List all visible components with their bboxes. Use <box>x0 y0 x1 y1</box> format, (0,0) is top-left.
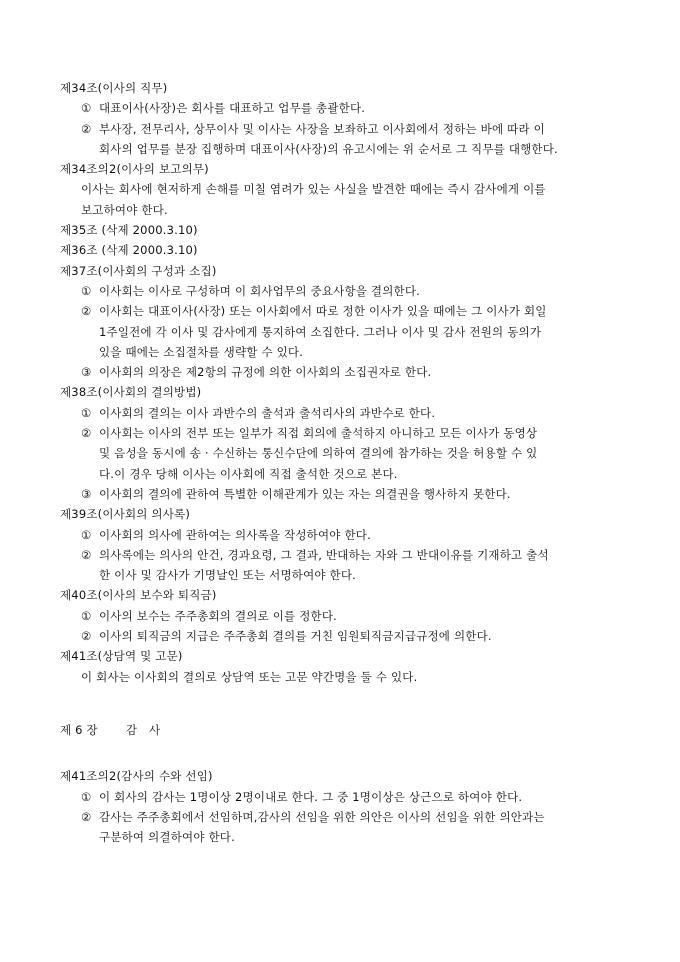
chapter-5-section <box>60 78 625 687</box>
line-text: 이사회는 이사로 구성하며 이 회사업무의 중요사항을 결의한다. <box>99 283 421 298</box>
clause-item <box>60 787 625 807</box>
line-text: 제39조(이사회의 의사록) <box>60 507 191 522</box>
clause-number: ① <box>81 405 92 420</box>
clause-number: ① <box>81 283 92 298</box>
article-heading <box>60 220 625 240</box>
clause-item <box>60 423 625 443</box>
clause-number: ② <box>81 121 92 136</box>
chapter-heading <box>60 720 625 740</box>
clause-number: ② <box>81 304 92 319</box>
line-text: 이사회의 의사에 관하여는 의사록을 작성하여야 한다. <box>99 527 371 542</box>
line-text: 제41조의2(감사의 수와 선임) <box>60 769 213 784</box>
chapter-number: 제 6 장 <box>60 722 98 737</box>
chapter-6-section <box>60 766 625 847</box>
clause-continuation <box>60 322 625 342</box>
line-text: 제35조 (삭제 2000.3.10) <box>60 223 198 238</box>
clause-item <box>60 484 625 504</box>
clause-number: ③ <box>81 486 92 501</box>
article-heading <box>60 766 625 786</box>
clause-item <box>60 403 625 423</box>
line-text: 제34조의2(이사의 보고의무) <box>60 162 209 177</box>
article-body-text <box>60 179 625 199</box>
clause-continuation <box>60 443 625 463</box>
line-text: 이사는 회사에 현저하게 손해를 미칠 염려가 있는 사실을 발견한 때에는 즉시 감사에게 이를 <box>81 182 546 197</box>
clause-item <box>60 525 625 545</box>
line-text: 이사회는 대표이사(사장) 또는 이사회에서 따로 정한 이사가 있을 때에는 그 이사가 회일 <box>99 304 547 319</box>
article-body-text <box>60 200 625 220</box>
clause-item <box>60 301 625 321</box>
clause-number: ① <box>81 101 92 116</box>
line-text: 감사는 주주총회에서 선임하며,감사의 선임을 위한 의안은 이사의 선임을 위한 의안과는 <box>99 809 545 824</box>
line-text: 이사회의 결의에 관하여 특별한 이해관계가 있는 자는 의결권을 행사하지 못한다. <box>99 486 511 501</box>
clause-continuation <box>60 342 625 362</box>
line-text: 의사록에는 의사의 안건, 경과요령, 그 결과, 반대하는 자와 그 반대이유를 기재하고 출석 <box>99 547 549 562</box>
line-text: 이사의 퇴직금의 지급은 주주총회 결의를 거친 임원퇴직금지급규정에 의한다. <box>99 629 492 644</box>
document-body <box>60 78 625 847</box>
clause-item <box>60 807 625 827</box>
line-text: 이사회의 결의는 이사 과반수의 출석과 출석리사의 과반수로 한다. <box>99 405 436 420</box>
line-text: 제40조(이사의 보수와 퇴직금) <box>60 588 217 603</box>
article-heading <box>60 261 625 281</box>
line-text: 이사의 보수는 주주총회의 결의로 이를 정한다. <box>99 608 338 623</box>
clause-item <box>60 606 625 626</box>
article-heading <box>60 159 625 179</box>
clause-item <box>60 281 625 301</box>
line-text: 있을 때에는 소집절차를 생략할 수 있다. <box>99 344 304 359</box>
line-text: 및 음성을 동시에 송 · 수신하는 통신수단에 의하여 결의에 참가하는 것을 허용할 수 있 <box>99 446 538 461</box>
clause-number: ② <box>81 547 92 562</box>
line-text: 회사의 업무를 분장 집행하며 대표이사(사장)의 유고시에는 위 순서로 그 직무를 대행한다. <box>99 141 558 156</box>
clause-number: ② <box>81 426 92 441</box>
clause-continuation <box>60 565 625 585</box>
line-text: 제38조(이사회의 결의방법) <box>60 385 202 400</box>
line-text: 제37조(이사회의 구성과 소집) <box>60 263 217 278</box>
clause-item <box>60 119 625 139</box>
line-text: 이 회사의 감사는 1명이상 2명이내로 한다. 그 중 1명이상은 상근으로 하여야 한다. <box>99 789 523 804</box>
article-heading <box>60 585 625 605</box>
clause-item <box>60 545 625 565</box>
article-heading <box>60 504 625 524</box>
article-heading <box>60 382 625 402</box>
line-text: 이 회사는 이사회의 결의로 상담역 또는 고문 약간명을 둘 수 있다. <box>81 669 418 684</box>
clause-item <box>60 626 625 646</box>
line-text: 제41조(상담역 및 고문) <box>60 649 183 664</box>
line-text: 제34조(이사의 직무) <box>60 81 168 95</box>
clause-continuation <box>60 139 625 159</box>
chapter-title: 감 사 <box>125 722 161 737</box>
line-text: 대표이사(사장)은 회사를 대표하고 업무를 총괄한다. <box>99 101 366 116</box>
article-heading <box>60 78 625 98</box>
clause-number: ② <box>81 809 92 824</box>
clause-number: ② <box>81 629 92 644</box>
article-heading <box>60 646 625 666</box>
line-text: 이사회의 의장은 제2항의 규정에 의한 이사회의 소집권자로 한다. <box>99 365 432 380</box>
line-text: 구분하여 의결하여야 한다. <box>99 830 235 845</box>
clause-number: ① <box>81 527 92 542</box>
clause-item <box>60 98 625 118</box>
line-text: 이사회는 이사의 전부 또는 일부가 직접 회의에 출석하지 아니하고 모든 이사가 동영상 <box>99 426 538 441</box>
clause-number: ① <box>81 789 92 804</box>
clause-continuation <box>60 827 625 847</box>
article-body-text <box>60 667 625 687</box>
line-text: 한 이사 및 감사가 기명날인 또는 서명하여야 한다. <box>99 568 357 583</box>
line-text: 다.이 경우 당해 이사는 이사회에 직접 출석한 것으로 본다. <box>99 466 398 481</box>
line-text: 부사장, 전무리사, 상무이사 및 이사는 사장을 보좌하고 이사회에서 정하는 바에 따라 이 <box>99 121 545 136</box>
clause-number: ① <box>81 608 92 623</box>
line-text: 1주일전에 각 이사 및 감사에게 통지하여 소집한다. 그러나 이사 및 감사 전원의 동의가 <box>99 324 542 339</box>
line-text: 제36조 (삭제 2000.3.10) <box>60 243 198 258</box>
line-text: 보고하여야 한다. <box>81 202 168 217</box>
article-heading <box>60 240 625 260</box>
clause-continuation <box>60 464 625 484</box>
clause-number: ③ <box>81 365 92 380</box>
clause-item <box>60 362 625 382</box>
